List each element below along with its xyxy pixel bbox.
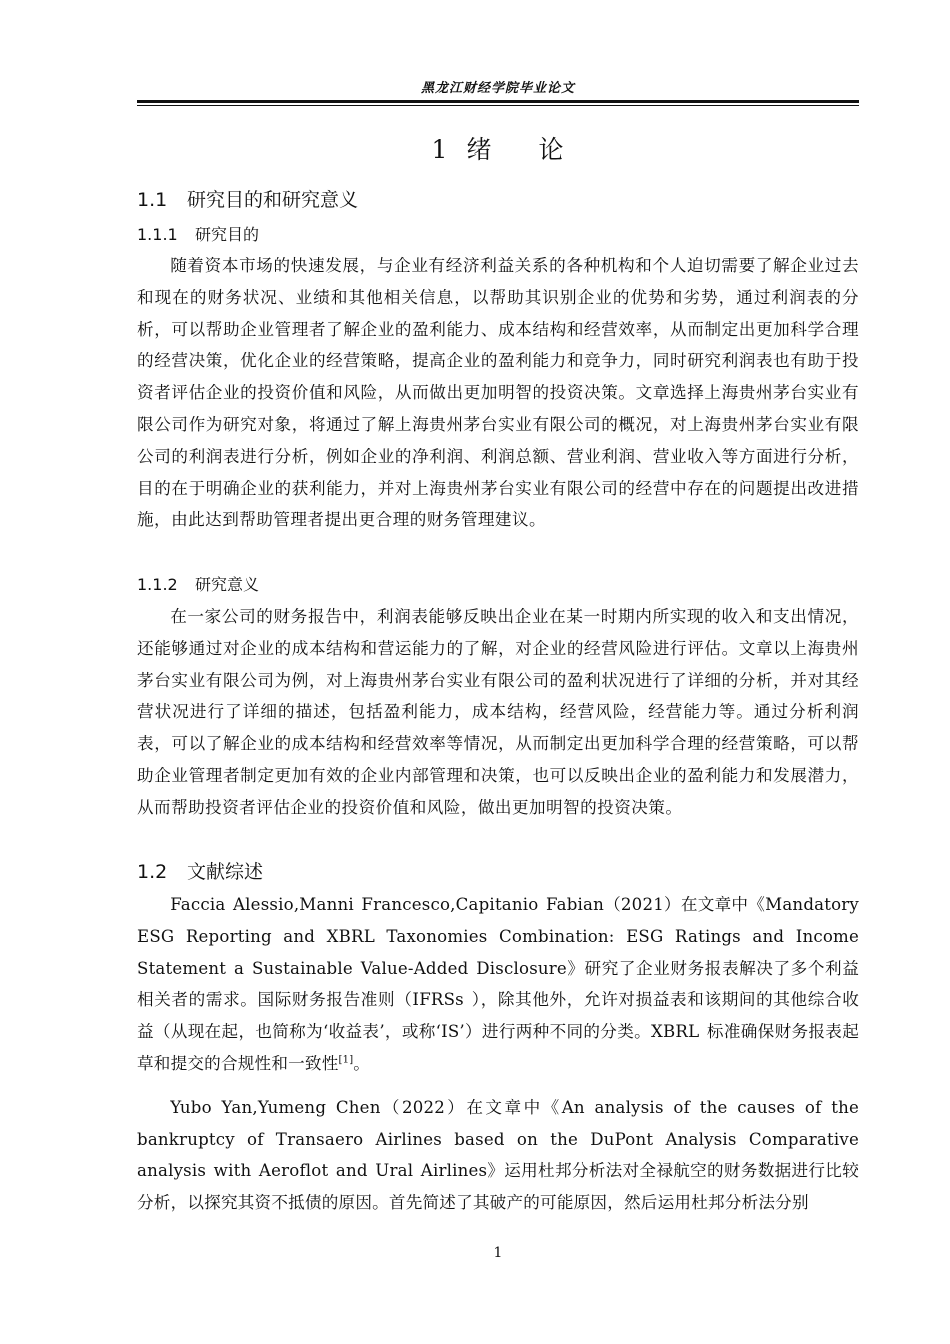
body-paragraph: 在一家公司的财务报告中，利润表能够反映出企业在某一时期内所实现的收入和支出情况，还能够通过对企业的成本结构和营运能力的了解，对企业的经营风险进行评估。文章以上海贵州茅台实业有限公司为例，对上海贵州茅台实业有限公司的盈利状况进行了详细的分析，并对其经营状况进行了详细的描述，包括盈利能力，成本结构，经营风险，经营能力等。通过分析利润表，可以了解企业的成本结构和经营效率等情况，从而制定出更加科学合理的经营策略，可以帮助企业管理者制定更加有效的企业内部管理和决策，也可以反映出企业的盈利能力和发展潜力，从而帮助投资者评估企业的投资价值和风险，做出更加明智的投资决策。 bbox=[137, 607, 859, 817]
section-number: 1.1 bbox=[137, 189, 168, 211]
subsection-1-1-2-body bbox=[137, 601, 859, 824]
section-1-1-heading bbox=[137, 187, 859, 213]
subsection-number: 1.1.2 bbox=[137, 575, 178, 594]
subsection-1-1-2-heading bbox=[137, 574, 859, 596]
header-rule-thin bbox=[137, 105, 859, 106]
literature-paragraph-1 bbox=[137, 889, 859, 1080]
section-title: 研究目的和研究意义 bbox=[187, 189, 359, 211]
body-paragraph: 随着资本市场的快速发展，与企业有经济利益关系的各种机构和个人迫切需要了解企业过去和现在的财务状况、业绩和其他相关信息，以帮助其识别企业的优势和劣势，通过利润表的分析，可以帮助企业管理者了解企业的盈利能力、成本结构和经营效率，从而制定出更加科学合理的经营决策，优化企业的经营策略，提高企业的盈利能力和竞争力，同时研究利润表也有助于投资者评估企业的投资价值和风险，从而做出更加明智的投资决策。文章选择上海贵州茅台实业有限公司作为研究对象，将通过了解上海贵州茅台实业有限公司的概况，对上海贵州茅台实业有限公司的利润表进行分析，例如企业的净利润、利润总额、营业利润、营业收入等方面进行分析，目的在于明确企业的获利能力，并对上海贵州茅台实业有限公司的经营中存在的问题提出改进措施，由此达到帮助管理者提出更合理的财务管理建议。 bbox=[137, 256, 859, 530]
subsection-1-1-1-heading bbox=[137, 224, 859, 246]
literature-paragraph-2: Yubo Yan,Yumeng Chen（2022）在文章中《An analysis of the causes of the bankruptcy of Transaero Airlines based on the DuPont Analysis Comparative analysis with Aeroflot and Ural Airlines》运用杜邦分析法对全禄航空的财务数据进行比较分析，以探究其资不抵债的原因。首先简述了其破产的可能原因，然后运用杜邦分析法分别 bbox=[137, 1097, 859, 1213]
chapter-number: 1 bbox=[431, 135, 449, 164]
paragraph-end: 。 bbox=[353, 1053, 371, 1073]
running-header: 黑龙江财经学院毕业论文 bbox=[420, 81, 575, 96]
chapter-title-char-1: 绪 bbox=[466, 135, 493, 164]
section-title: 文献综述 bbox=[187, 861, 264, 883]
subsection-number: 1.1.1 bbox=[137, 225, 178, 244]
subsection-title: 研究目的 bbox=[195, 225, 260, 244]
chapter-title bbox=[137, 133, 859, 167]
page-number: 1 bbox=[493, 1245, 503, 1261]
paragraph-text: Faccia Alessio,Manni Francesco,Capitanio Fabian（2021）在文章中《Mandatory ESG Reporting and XBRL Taxonomies Combination: ESG Ratings and Income Statement a Sustainable Value-Added Disclosure》研究了企业财务报表解决了多个利益相关者的需求。国际财务报告准则（IFRSs ），除其他外，允许对损益表和该期间的其他综合收益（从现在起，也简称为‘收益表’，或称‘IS’）进行两种不同的分类。XBRL 标准确保财务报表起草和提交的合规性和一致性 bbox=[137, 895, 859, 1073]
subsection-title: 研究意义 bbox=[195, 575, 260, 594]
chapter-title-char-2: 论 bbox=[538, 135, 565, 164]
header-rule-thick bbox=[137, 100, 859, 103]
citation-reference[interactable]: [1] bbox=[338, 1054, 354, 1066]
subsection-1-1-1-body bbox=[137, 250, 859, 536]
section-1-2-heading bbox=[137, 859, 859, 885]
section-number: 1.2 bbox=[137, 861, 168, 883]
section-1-2-body bbox=[137, 889, 859, 1219]
